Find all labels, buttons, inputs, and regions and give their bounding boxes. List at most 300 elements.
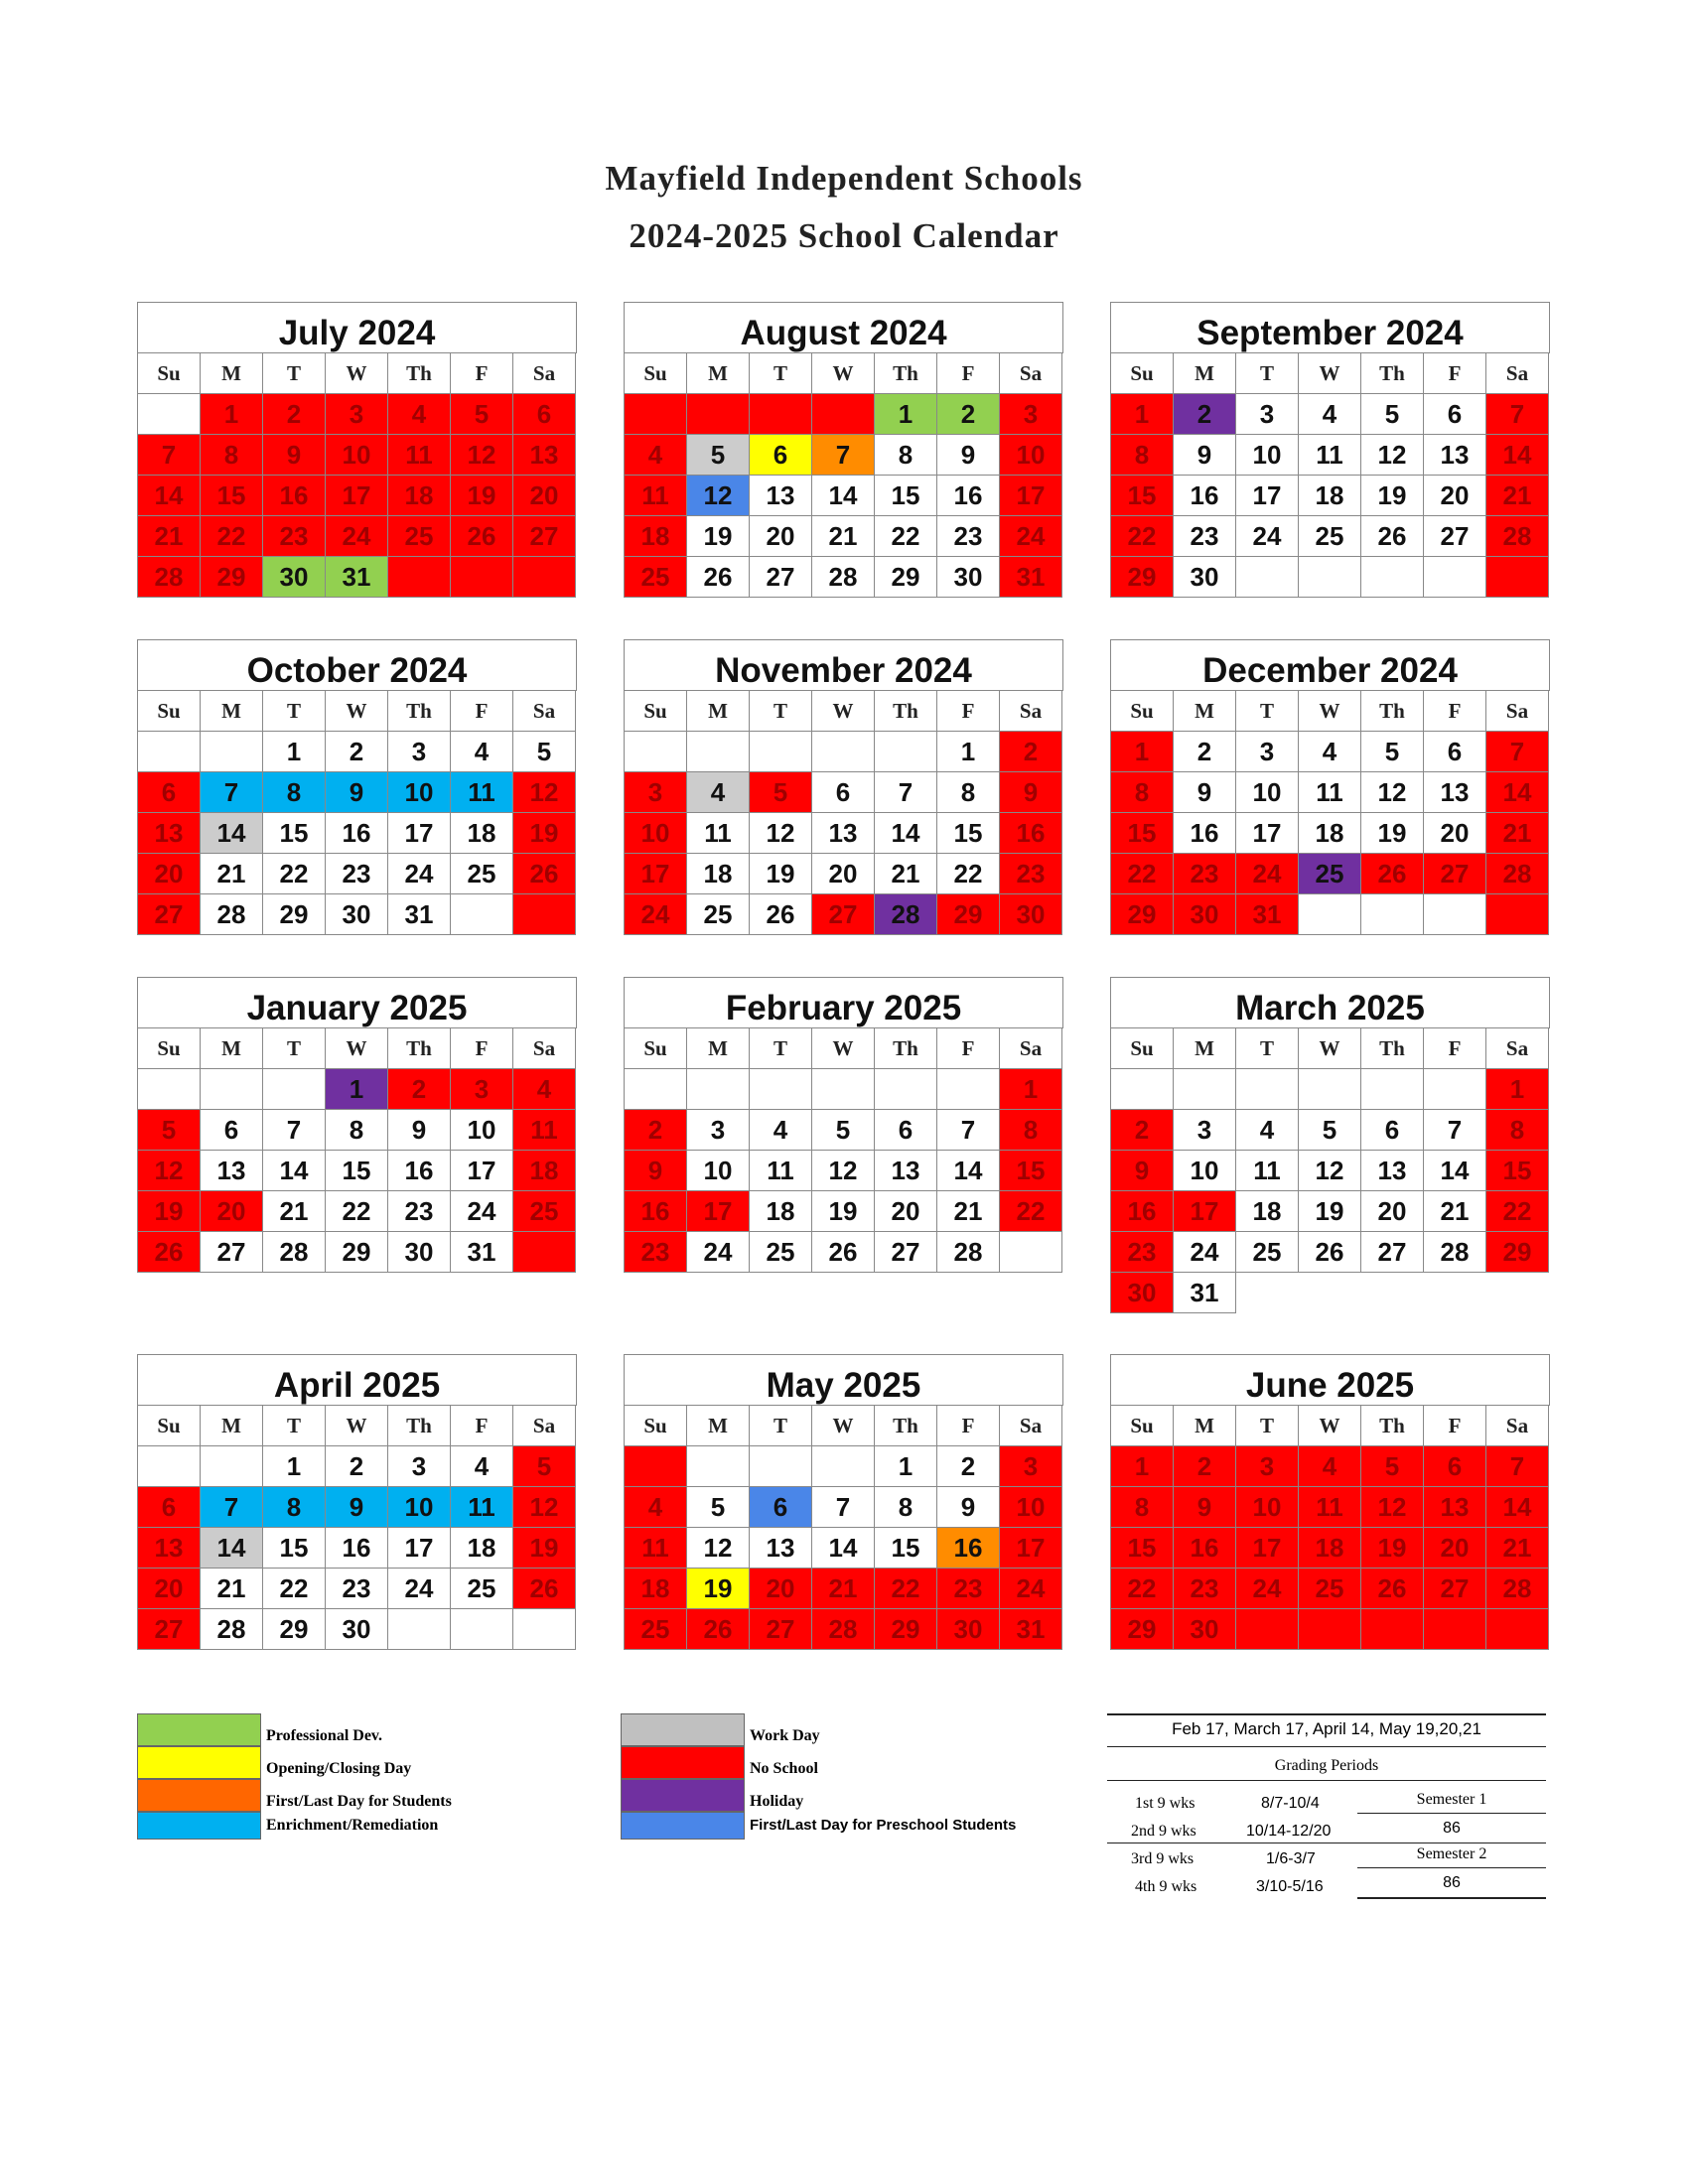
month-days-grid xyxy=(624,1027,1063,1273)
day-cell: 28 xyxy=(201,894,263,935)
day-cell: 14 xyxy=(1486,1487,1549,1528)
day-cell: 23 xyxy=(1174,1569,1236,1609)
day-cell: 28 xyxy=(263,1232,326,1273)
day-cell: 10 xyxy=(388,772,451,813)
day-cell: 3 xyxy=(1236,394,1299,435)
day-cell: 1 xyxy=(1111,394,1174,435)
empty-cell xyxy=(513,557,576,598)
day-cell: 26 xyxy=(1299,1232,1361,1273)
day-cell: 11 xyxy=(1236,1151,1299,1191)
day-cell: 14 xyxy=(812,476,875,516)
day-cell: 6 xyxy=(201,1110,263,1151)
day-cell: 10 xyxy=(1000,1487,1062,1528)
day-cell: 2 xyxy=(326,1446,388,1487)
semester1-label: Semester 1 xyxy=(1416,1791,1487,1808)
day-cell: 8 xyxy=(1111,435,1174,476)
weekday-header: Sa xyxy=(1486,691,1549,732)
day-cell: 18 xyxy=(625,516,687,557)
day-cell: 26 xyxy=(687,1609,750,1650)
empty-cell xyxy=(812,394,875,435)
day-cell: 15 xyxy=(937,813,1000,854)
day-cell: 22 xyxy=(201,516,263,557)
empty-cell xyxy=(1299,557,1361,598)
weekday-header: M xyxy=(1174,353,1236,394)
day-cell: 29 xyxy=(875,1609,937,1650)
day-cell: 25 xyxy=(1299,854,1361,894)
day-cell: 17 xyxy=(388,813,451,854)
period-label: 4th 9 wks xyxy=(1135,1878,1197,1895)
day-cell: 5 xyxy=(451,394,513,435)
day-cell: 4 xyxy=(1299,1446,1361,1487)
day-cell: 30 xyxy=(326,1609,388,1650)
empty-cell xyxy=(451,1609,513,1650)
day-cell: 14 xyxy=(875,813,937,854)
day-cell: 21 xyxy=(201,1569,263,1609)
month-title: November 2024 xyxy=(624,639,1063,690)
weekday-header: T xyxy=(750,353,812,394)
weekday-header: Su xyxy=(138,1406,201,1446)
weekday-header: F xyxy=(937,1028,1000,1069)
month-calendar xyxy=(1110,977,1550,1313)
day-cell: 19 xyxy=(451,476,513,516)
weekday-header: M xyxy=(687,1028,750,1069)
weekday-header: T xyxy=(1236,353,1299,394)
month-title: June 2025 xyxy=(1110,1354,1550,1405)
day-cell: 31 xyxy=(1236,894,1299,935)
day-cell: 22 xyxy=(1486,1191,1549,1232)
day-cell: 3 xyxy=(687,1110,750,1151)
day-cell: 14 xyxy=(1486,772,1549,813)
empty-cell xyxy=(875,1069,937,1110)
weekday-header: Th xyxy=(1361,691,1424,732)
day-cell: 20 xyxy=(875,1191,937,1232)
day-cell: 20 xyxy=(812,854,875,894)
day-cell: 6 xyxy=(138,1487,201,1528)
day-cell: 31 xyxy=(388,894,451,935)
weekday-header: Sa xyxy=(1486,1406,1549,1446)
weekday-header: W xyxy=(1299,353,1361,394)
day-cell: 7 xyxy=(875,772,937,813)
day-cell: 27 xyxy=(1361,1232,1424,1273)
day-cell: 10 xyxy=(1236,1487,1299,1528)
day-cell: 6 xyxy=(1424,1446,1486,1487)
day-cell: 13 xyxy=(513,435,576,476)
empty-cell xyxy=(388,1609,451,1650)
day-cell: 17 xyxy=(687,1191,750,1232)
day-cell: 17 xyxy=(326,476,388,516)
day-cell: 14 xyxy=(138,476,201,516)
day-cell: 3 xyxy=(1174,1110,1236,1151)
month-days-grid xyxy=(137,690,577,935)
day-cell: 19 xyxy=(1361,813,1424,854)
empty-cell xyxy=(1174,1069,1236,1110)
day-cell: 19 xyxy=(513,813,576,854)
period-dates: 8/7-10/4 xyxy=(1261,1795,1320,1812)
day-cell: 13 xyxy=(1361,1151,1424,1191)
weekday-header: Sa xyxy=(1486,353,1549,394)
day-cell: 10 xyxy=(1174,1151,1236,1191)
day-cell: 29 xyxy=(1111,557,1174,598)
day-cell: 19 xyxy=(687,1569,750,1609)
day-cell: 10 xyxy=(625,813,687,854)
month-title: December 2024 xyxy=(1110,639,1550,690)
day-cell: 26 xyxy=(687,557,750,598)
month-days-grid xyxy=(624,690,1063,935)
day-cell: 9 xyxy=(388,1110,451,1151)
weekday-header: T xyxy=(263,1406,326,1446)
day-cell: 20 xyxy=(513,476,576,516)
day-cell: 8 xyxy=(263,772,326,813)
day-cell: 6 xyxy=(875,1110,937,1151)
day-cell: 15 xyxy=(1000,1151,1062,1191)
weekday-header: F xyxy=(451,353,513,394)
empty-cell xyxy=(1361,557,1424,598)
day-cell: 25 xyxy=(388,516,451,557)
day-cell: 28 xyxy=(875,894,937,935)
day-cell: 11 xyxy=(625,476,687,516)
day-cell: 29 xyxy=(201,557,263,598)
day-cell: 29 xyxy=(263,1609,326,1650)
day-cell: 18 xyxy=(388,476,451,516)
makeup-days-text: Feb 17, March 17, April 14, May 19,20,21 xyxy=(1172,1719,1481,1738)
empty-cell xyxy=(625,1069,687,1110)
day-cell: 1 xyxy=(937,732,1000,772)
day-cell: 25 xyxy=(513,1191,576,1232)
month-title: February 2025 xyxy=(624,977,1063,1027)
day-cell: 26 xyxy=(451,516,513,557)
day-cell: 8 xyxy=(875,435,937,476)
day-cell: 5 xyxy=(1299,1110,1361,1151)
month-days-grid xyxy=(624,352,1063,598)
day-cell: 11 xyxy=(687,813,750,854)
day-cell: 2 xyxy=(1174,1446,1236,1487)
weekday-header: W xyxy=(326,691,388,732)
weekday-header: Sa xyxy=(1000,691,1062,732)
day-cell: 24 xyxy=(1174,1232,1236,1273)
empty-cell xyxy=(451,557,513,598)
weekday-header: T xyxy=(263,691,326,732)
day-cell: 11 xyxy=(1299,435,1361,476)
weekday-header: Su xyxy=(138,691,201,732)
empty-cell xyxy=(1486,1609,1549,1650)
empty-cell xyxy=(1424,557,1486,598)
weekday-header: M xyxy=(201,691,263,732)
day-cell: 30 xyxy=(1000,894,1062,935)
day-cell: 28 xyxy=(1486,1569,1549,1609)
legend-swatch-preschool xyxy=(621,1812,745,1840)
month-days-grid xyxy=(1110,1027,1550,1313)
day-cell: 13 xyxy=(1424,1487,1486,1528)
month-title: January 2025 xyxy=(137,977,577,1027)
day-cell: 5 xyxy=(513,732,576,772)
day-cell: 24 xyxy=(388,1569,451,1609)
weekday-header: M xyxy=(1174,1406,1236,1446)
day-cell: 21 xyxy=(1486,813,1549,854)
empty-cell xyxy=(812,1069,875,1110)
day-cell: 26 xyxy=(1361,1569,1424,1609)
day-cell: 20 xyxy=(201,1191,263,1232)
legend-swatch-work-day xyxy=(621,1713,745,1746)
day-cell: 25 xyxy=(1236,1232,1299,1273)
weekday-header: Th xyxy=(1361,1406,1424,1446)
empty-cell xyxy=(138,1069,201,1110)
day-cell: 2 xyxy=(1174,394,1236,435)
day-cell: 1 xyxy=(1486,1069,1549,1110)
day-cell: 18 xyxy=(750,1191,812,1232)
day-cell: 11 xyxy=(1299,1487,1361,1528)
day-cell: 26 xyxy=(1361,854,1424,894)
day-cell: 8 xyxy=(1111,772,1174,813)
day-cell: 8 xyxy=(875,1487,937,1528)
weekday-header: Th xyxy=(1361,1028,1424,1069)
day-cell: 30 xyxy=(326,894,388,935)
day-cell: 24 xyxy=(1000,1569,1062,1609)
day-cell: 12 xyxy=(513,772,576,813)
day-cell: 6 xyxy=(750,435,812,476)
day-cell: 1 xyxy=(875,1446,937,1487)
day-cell: 4 xyxy=(1299,394,1361,435)
legend-label: First/Last Day for Preschool Students xyxy=(750,1817,1017,1834)
day-cell: 1 xyxy=(326,1069,388,1110)
day-cell: 11 xyxy=(1299,772,1361,813)
weekday-header: Th xyxy=(1361,353,1424,394)
day-cell: 20 xyxy=(1361,1191,1424,1232)
weekday-header: T xyxy=(1236,1028,1299,1069)
day-cell: 3 xyxy=(625,772,687,813)
day-cell: 1 xyxy=(263,1446,326,1487)
month-title: March 2025 xyxy=(1110,977,1550,1027)
day-cell: 25 xyxy=(451,1569,513,1609)
day-cell: 25 xyxy=(687,894,750,935)
empty-cell xyxy=(1361,894,1424,935)
empty-cell xyxy=(812,732,875,772)
weekday-header: F xyxy=(451,1406,513,1446)
month-title: October 2024 xyxy=(137,639,577,690)
weekday-header: T xyxy=(750,1028,812,1069)
day-cell: 29 xyxy=(1111,1609,1174,1650)
day-cell: 7 xyxy=(812,435,875,476)
day-cell: 22 xyxy=(263,1569,326,1609)
day-cell: 7 xyxy=(937,1110,1000,1151)
day-cell: 14 xyxy=(1424,1151,1486,1191)
day-cell: 14 xyxy=(201,813,263,854)
legend-swatch-no-school xyxy=(621,1746,745,1779)
day-cell: 12 xyxy=(1361,1487,1424,1528)
empty-cell xyxy=(625,732,687,772)
day-cell: 15 xyxy=(326,1151,388,1191)
day-cell: 15 xyxy=(263,813,326,854)
day-cell: 30 xyxy=(1174,557,1236,598)
day-cell: 21 xyxy=(1486,476,1549,516)
day-cell: 12 xyxy=(1361,435,1424,476)
month-calendar xyxy=(1110,639,1550,935)
day-cell: 19 xyxy=(687,516,750,557)
day-cell: 7 xyxy=(263,1110,326,1151)
day-cell: 24 xyxy=(687,1232,750,1273)
day-cell: 5 xyxy=(687,435,750,476)
empty-cell xyxy=(201,1446,263,1487)
weekday-header: T xyxy=(263,353,326,394)
empty-cell xyxy=(451,894,513,935)
day-cell: 20 xyxy=(138,1569,201,1609)
day-cell: 16 xyxy=(326,813,388,854)
weekday-header: M xyxy=(1174,1028,1236,1069)
day-cell: 23 xyxy=(1174,854,1236,894)
day-cell: 4 xyxy=(1236,1110,1299,1151)
day-cell: 9 xyxy=(1174,1487,1236,1528)
day-cell: 7 xyxy=(201,1487,263,1528)
day-cell: 10 xyxy=(1236,772,1299,813)
day-cell: 8 xyxy=(1486,1110,1549,1151)
weekday-header: Su xyxy=(138,1028,201,1069)
day-cell: 24 xyxy=(1236,854,1299,894)
day-cell: 9 xyxy=(625,1151,687,1191)
day-cell: 16 xyxy=(388,1151,451,1191)
day-cell: 20 xyxy=(138,854,201,894)
weekday-header: Su xyxy=(1111,353,1174,394)
month-calendar xyxy=(137,639,577,935)
empty-cell xyxy=(1299,1609,1361,1650)
weekday-header: Th xyxy=(875,691,937,732)
day-cell: 4 xyxy=(750,1110,812,1151)
day-cell: 3 xyxy=(1236,1446,1299,1487)
day-cell: 27 xyxy=(1424,854,1486,894)
day-cell: 9 xyxy=(1174,435,1236,476)
day-cell: 26 xyxy=(1361,516,1424,557)
month-calendar xyxy=(1110,1354,1550,1650)
day-cell: 13 xyxy=(1424,435,1486,476)
empty-cell xyxy=(625,394,687,435)
day-cell: 17 xyxy=(1236,1528,1299,1569)
day-cell: 28 xyxy=(1486,516,1549,557)
day-cell: 24 xyxy=(1236,516,1299,557)
day-cell: 8 xyxy=(937,772,1000,813)
weekday-header: Su xyxy=(138,353,201,394)
day-cell: 26 xyxy=(750,894,812,935)
weekday-header: Su xyxy=(625,353,687,394)
empty-cell xyxy=(687,1069,750,1110)
month-days-grid xyxy=(137,1405,577,1650)
day-cell: 13 xyxy=(201,1151,263,1191)
weekday-header: M xyxy=(687,1406,750,1446)
day-cell: 16 xyxy=(1174,476,1236,516)
month-calendar xyxy=(624,1354,1063,1650)
month-title: August 2024 xyxy=(624,302,1063,352)
day-cell: 28 xyxy=(812,1609,875,1650)
empty-cell xyxy=(201,1069,263,1110)
day-cell: 30 xyxy=(937,557,1000,598)
day-cell: 18 xyxy=(1299,813,1361,854)
day-cell: 20 xyxy=(750,1569,812,1609)
day-cell: 2 xyxy=(1111,1110,1174,1151)
day-cell: 29 xyxy=(875,557,937,598)
day-cell: 22 xyxy=(263,854,326,894)
weekday-header: T xyxy=(750,691,812,732)
day-cell: 17 xyxy=(625,854,687,894)
empty-cell xyxy=(1361,1069,1424,1110)
weekday-header: M xyxy=(1174,691,1236,732)
day-cell: 17 xyxy=(1174,1191,1236,1232)
legend-swatch-holiday xyxy=(621,1779,745,1812)
period-dates: 1/6-3/7 xyxy=(1266,1850,1316,1867)
empty-cell xyxy=(687,732,750,772)
weekday-header: Th xyxy=(388,691,451,732)
day-cell: 18 xyxy=(687,854,750,894)
day-cell: 27 xyxy=(875,1232,937,1273)
day-cell: 26 xyxy=(513,854,576,894)
weekday-header: W xyxy=(812,1028,875,1069)
month-title: July 2024 xyxy=(137,302,577,352)
day-cell: 29 xyxy=(326,1232,388,1273)
weekday-header: M xyxy=(201,353,263,394)
weekday-header: M xyxy=(201,1028,263,1069)
day-cell: 24 xyxy=(625,894,687,935)
day-cell: 19 xyxy=(1361,1528,1424,1569)
empty-cell xyxy=(201,732,263,772)
day-cell: 15 xyxy=(1486,1151,1549,1191)
month-calendar xyxy=(137,977,577,1273)
day-cell: 15 xyxy=(201,476,263,516)
weekday-header: Sa xyxy=(1000,1028,1062,1069)
day-cell: 15 xyxy=(875,476,937,516)
day-cell: 8 xyxy=(263,1487,326,1528)
empty-cell xyxy=(138,1446,201,1487)
day-cell: 24 xyxy=(1236,1569,1299,1609)
day-cell: 18 xyxy=(625,1569,687,1609)
empty-cell xyxy=(750,394,812,435)
weekday-header: T xyxy=(750,1406,812,1446)
legend-swatch-professional-dev xyxy=(137,1713,261,1746)
day-cell: 14 xyxy=(263,1151,326,1191)
page-subtitle: 2024-2025 School Calendar xyxy=(629,216,1059,255)
day-cell: 12 xyxy=(750,813,812,854)
period-dates: 10/14-12/20 xyxy=(1246,1823,1332,1840)
day-cell: 10 xyxy=(1000,435,1062,476)
day-cell: 13 xyxy=(875,1151,937,1191)
day-cell: 2 xyxy=(263,394,326,435)
day-cell: 4 xyxy=(687,772,750,813)
day-cell: 6 xyxy=(1361,1110,1424,1151)
day-cell: 16 xyxy=(1111,1191,1174,1232)
legend-swatch-first-last-students xyxy=(137,1779,261,1812)
day-cell: 3 xyxy=(388,732,451,772)
weekday-header: F xyxy=(1424,353,1486,394)
day-cell: 27 xyxy=(513,516,576,557)
day-cell: 20 xyxy=(1424,476,1486,516)
day-cell: 16 xyxy=(1174,813,1236,854)
weekday-header: Th xyxy=(388,1028,451,1069)
day-cell: 7 xyxy=(1486,394,1549,435)
day-cell: 7 xyxy=(812,1487,875,1528)
weekday-header: F xyxy=(451,691,513,732)
legend-label: First/Last Day for Students xyxy=(266,1793,452,1810)
day-cell: 28 xyxy=(1486,854,1549,894)
day-cell: 7 xyxy=(1486,1446,1549,1487)
day-cell: 21 xyxy=(138,516,201,557)
day-cell: 22 xyxy=(326,1191,388,1232)
day-cell: 20 xyxy=(1424,1528,1486,1569)
empty-cell xyxy=(687,394,750,435)
weekday-header: Sa xyxy=(513,691,576,732)
day-cell: 26 xyxy=(138,1232,201,1273)
semester1-days: 86 xyxy=(1443,1820,1461,1837)
day-cell: 23 xyxy=(1000,854,1062,894)
day-cell: 9 xyxy=(937,435,1000,476)
semester2-days: 86 xyxy=(1443,1874,1461,1891)
day-cell: 18 xyxy=(1299,1528,1361,1569)
day-cell: 28 xyxy=(201,1609,263,1650)
empty-cell xyxy=(687,1446,750,1487)
